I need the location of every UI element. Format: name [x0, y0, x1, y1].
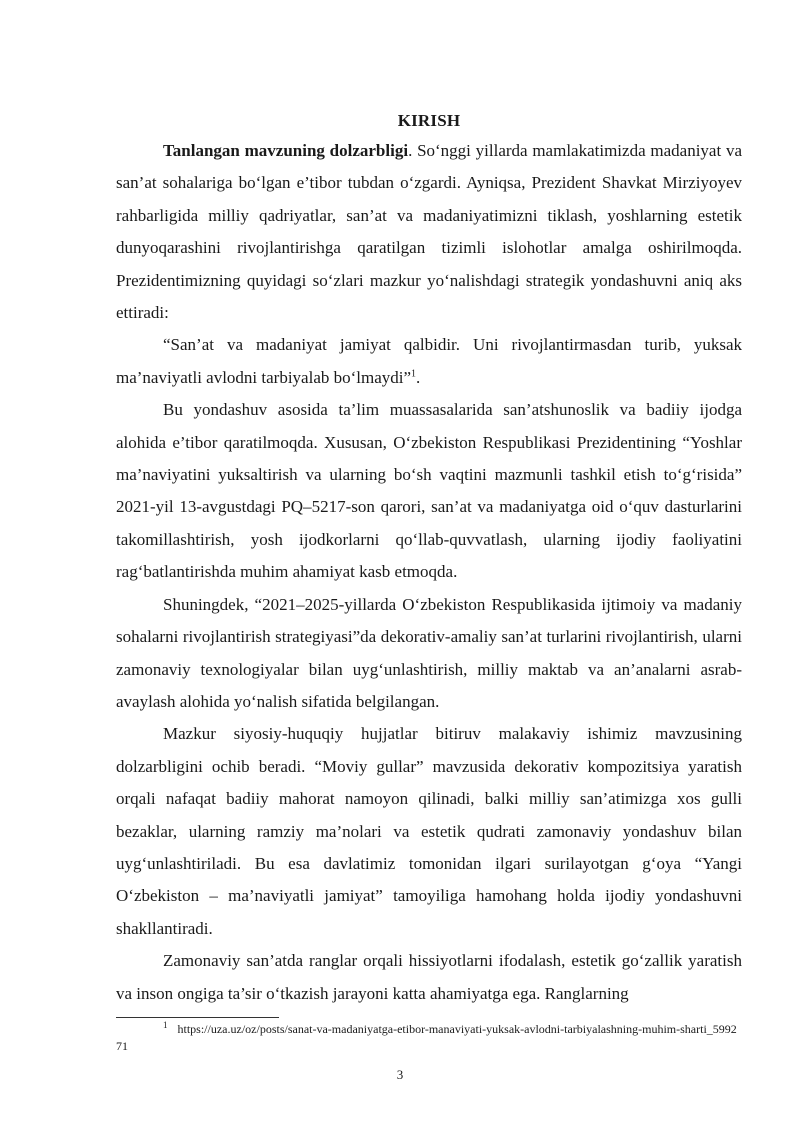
quote-end: . [416, 367, 421, 387]
paragraph-quote [116, 329, 742, 394]
paragraph-approach: Bu yondashuv asosida ta’lim muassasalarida san’atshunoslik va badiiy ijodga alohida e’tibor qaratilmoqda. Xususan, O‘zbekiston Respublikasi Prezidentining “Yoshlar ma’naviyatini yuksaltirish va ularning bo‘sh vaqtini mazmunli tashkil etish to‘g‘risida” 2021-yil 13-avgustdagi PQ–5217-son qarori, san’at va madaniyatga oid o‘quv dasturlarini takomillashtirish, yosh ijodkorlarni qo‘llab-quvvatlash, ularning ijodiy faoliyatini rag‘batlantirishda muhim ahamiyat kasb etmoqda. [116, 400, 742, 582]
page-number: 3 [396, 1067, 404, 1082]
footnote-divider [116, 1017, 279, 1018]
section-heading: KIRISH [397, 111, 461, 130]
page-content [116, 108, 742, 1010]
footnote-link[interactable]: https://uza.uz/oz/posts/sanat-va-madaniyatga-etibor-manaviyati-yuksak-avlodni-tarbiyalashning-muhim-sharti_599271 [116, 1022, 737, 1053]
footnote [116, 1021, 742, 1055]
footnote-mark: 1 [163, 1020, 168, 1030]
paragraph-strategy: Shuningdek, “2021–2025-yillarda O‘zbekiston Respublikasida ijtimoiy va madaniy sohalarni rivojlantirish strategiyasi”da dekorativ-amaliy san’at turlarini rivojlantirish, ularni zamonaviy texnologiyalar bilan uyg‘unlashtirish, milliy maktab va an’analarni asrab-avaylash alohida yo‘nalish sifatida belgilangan. [116, 594, 742, 711]
relevance-title: Tanlangan mavzuning dolzarbligi [163, 141, 409, 160]
quote-text: “San’at va madaniyat jamiyat qalbidir. Uni rivojlantirmasdan turib, yuksak ma’naviyatli avlodni tarbiyalab bo‘lmaydi” [116, 335, 742, 387]
paragraph-colors: Zamonaviy san’atda ranglar orqali hissiyotlarni ifodalash, estetik go‘zallik yaratish va inson ongiga ta’sir o‘tkazish jarayoni katta ahamiyatga ega. Ranglarning [116, 951, 742, 1003]
paragraph-documents: Mazkur siyosiy-huquqiy hujjatlar bitiruv malakaviy ishimiz mavzusining dolzarbligini ochib beradi. “Moviy gullar” mavzusida dekorativ kompozitsiya yaratish orqali nafaqat badiiy mahorat namoyon qilinadi, balki milliy san’atimizga xos gulli bezaklar, ularning ramziy ma’nolari va estetik qudrati zamonaviy yondashuv bilan uyg‘unlashtiriladi. Bu esa davlatimiz tomonidan ilgari surilayotgan g‘oya “Yangi O‘zbekiston – ma’naviyatli jamiyat” tamoyiliga hamohang holda ijodiy yondashuvni shakllantiradi. [116, 724, 742, 938]
paragraph-text: . So‘nggi yillarda mamlakatimizda madaniyat va san’at sohalariga bo‘lgan e’tibor tubdan o‘zgardi. Ayniqsa, Prezident Shavkat Mirziyoyev rahbarligida milliy qadriyatlar, san’at va madaniyatimizni tiklash, yoshlarning estetik dunyoqarashini rivojlantirishga qaratilgan tizimli islohotlar amalga oshirilmoqda. Prezidentimizning quyidagi so‘zlari mazkur yo‘nalishdagi strategik yondashuvni aniq aks ettiradi: [116, 141, 742, 323]
footnote-reference: 1 [411, 368, 417, 380]
paragraph-relevance [116, 135, 742, 329]
